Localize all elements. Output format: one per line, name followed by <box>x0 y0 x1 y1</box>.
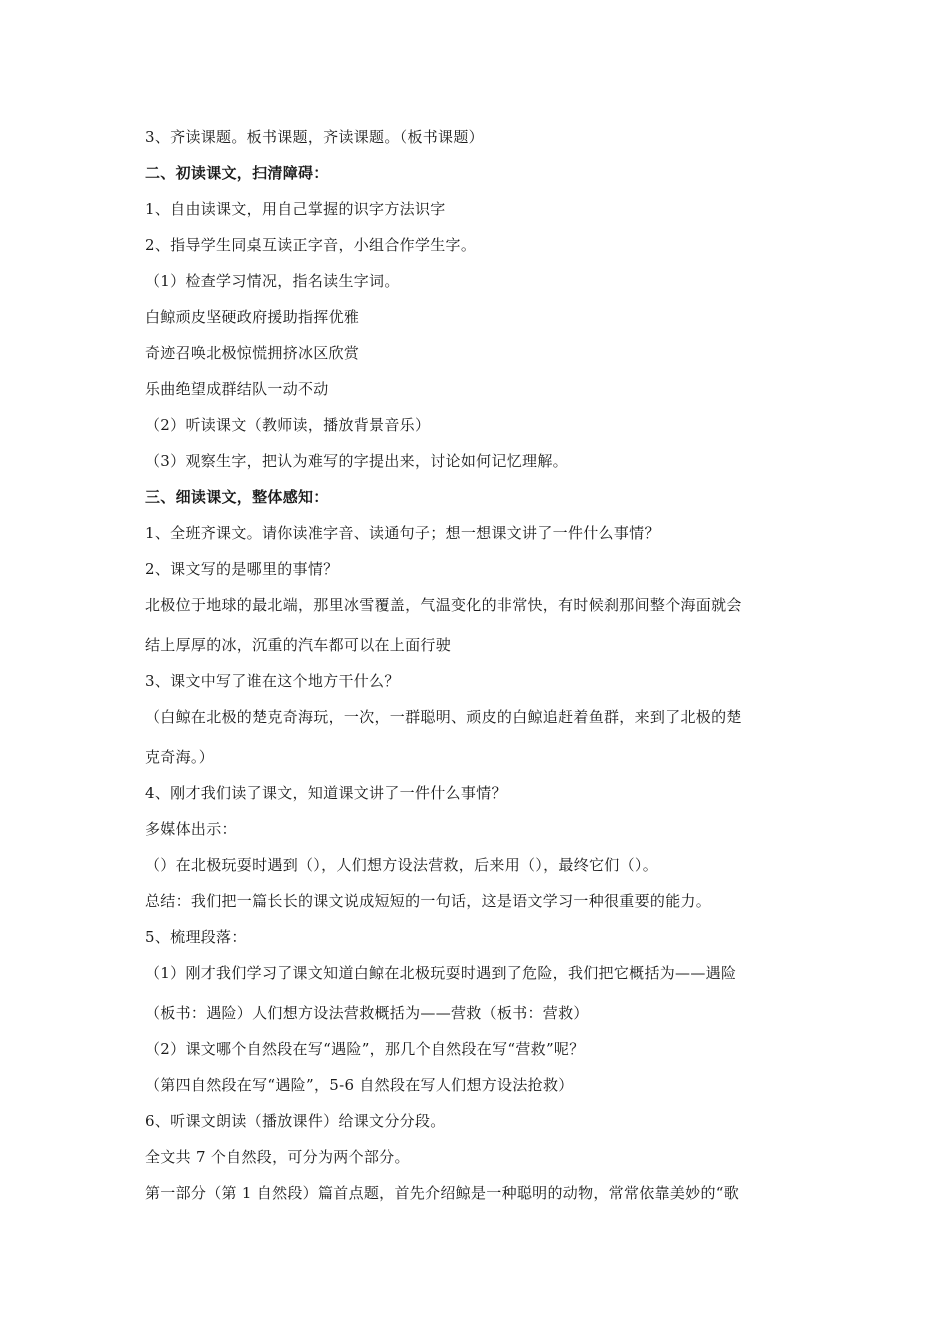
section-heading: 三、细读课文，整体感知： <box>145 488 329 506</box>
text-line: （2）课文哪个自然段在写“遇险”，那几个自然段在写“营救”呢？ <box>145 1040 585 1058</box>
text-line: 全文共 7 个自然段，可分为两个部分。 <box>145 1148 410 1166</box>
text-line: （1）刚才我们学习了课文知道白鲸在北极玩耍时遇到了危险，我们把它概括为——遇险 <box>145 964 737 982</box>
text-line: 乐曲绝望成群结队一动不动 <box>145 380 329 398</box>
text-line: 1、自由读课文，用自己掌握的识字方法识字 <box>145 200 446 218</box>
text-line: （1）检查学习情况，指名读生字词。 <box>145 272 400 290</box>
text-line: （2）听读课文（教师读，播放背景音乐） <box>145 416 431 434</box>
section-heading: 二、初读课文，扫清障碍： <box>145 164 329 182</box>
text-line: 3、课文中写了谁在这个地方干什么？ <box>145 672 400 690</box>
text-line: （）在北极玩耍时遇到（），人们想方设法营救，后来用（），最终它们（）。 <box>145 856 659 874</box>
text-line: （白鲸在北极的楚克奇海玩，一次，一群聪明、顽皮的白鲸追赶着鱼群，来到了北极的楚 <box>145 708 742 726</box>
text-line: 5、梳理段落： <box>145 928 247 946</box>
text-line: 1、全班齐课文。请你读准字音、读通句子；想一想课文讲了一件什么事情？ <box>145 524 660 542</box>
text-line: （第四自然段在写“遇险”，5-6 自然段在写人们想方设法抢救） <box>145 1076 574 1094</box>
text-line: 2、指导学生同桌互读正字音，小组合作学生字。 <box>145 236 477 254</box>
text-line: 克奇海。） <box>145 748 215 766</box>
text-line: 北极位于地球的最北端，那里冰雪覆盖，气温变化的非常快，有时候刹那间整个海面就会 <box>145 596 742 614</box>
text-line: 白鲸顽皮坚硬政府援助指挥优雅 <box>145 308 360 326</box>
text-line: 4、刚才我们读了课文，知道课文讲了一件什么事情？ <box>145 784 507 802</box>
text-line: 总结：我们把一篇长长的课文说成短短的一句话，这是语文学习一种很重要的能力。 <box>145 892 712 910</box>
text-line: 2、课文写的是哪里的事情？ <box>145 560 339 578</box>
text-line: （3）观察生字，把认为难写的字提出来，讨论如何记忆理解。 <box>145 452 568 470</box>
text-line: 多媒体出示： <box>145 820 237 838</box>
text-line: （板书：遇险）人们想方设法营救概括为——营救（板书：营救） <box>145 1004 589 1022</box>
text-line: 结上厚厚的冰，沉重的汽车都可以在上面行驶 <box>145 636 452 654</box>
text-line: 奇迹召唤北极惊慌拥挤冰区欣赏 <box>145 344 360 362</box>
text-line: 3、齐读课题。板书课题，齐读课题。（板书课题） <box>145 128 484 146</box>
text-line: 6、听课文朗读（播放课件）给课文分分段。 <box>145 1112 446 1130</box>
text-line: 第一部分（第 1 自然段）篇首点题，首先介绍鲸是一种聪明的动物，常常依靠美妙的“歌 <box>145 1184 740 1202</box>
